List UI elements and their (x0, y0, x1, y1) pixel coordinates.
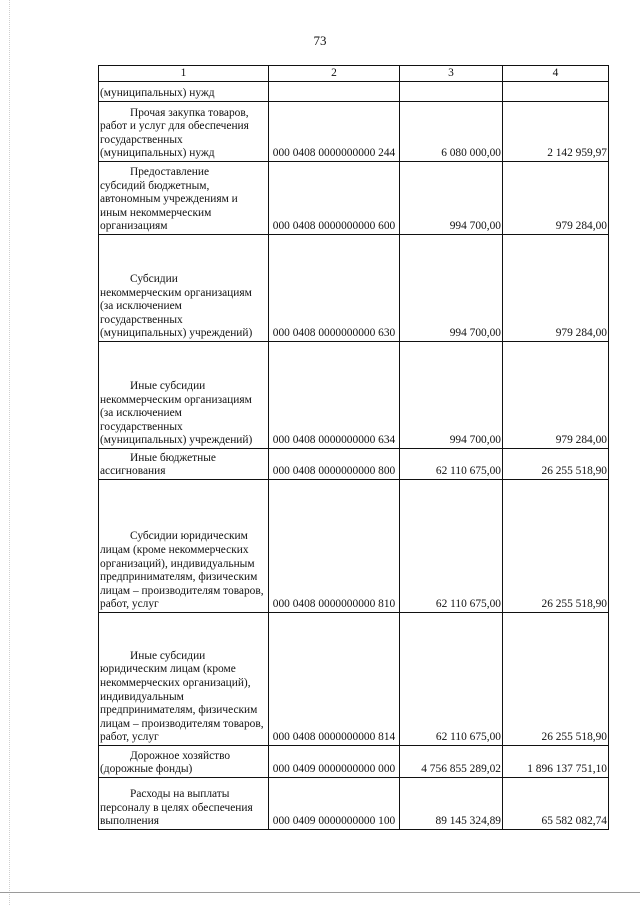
table-row (99, 778, 609, 830)
row-value-col3: 994 700,00 (400, 235, 503, 342)
footer-divider (0, 892, 640, 893)
row-value-col3: 62 110 675,00 (400, 449, 503, 480)
table-header-row (99, 66, 609, 82)
row-value-col4: 26 255 518,90 (503, 480, 609, 613)
row-name-first: Субсидии юридическим (130, 530, 248, 543)
table-row (99, 480, 609, 613)
table-row (99, 613, 609, 746)
row-name-first: Субсидии (130, 273, 178, 286)
row-value-col3: 62 110 675,00 (400, 480, 503, 613)
row-value-col3: 994 700,00 (400, 342, 503, 449)
row-value-col4 (503, 82, 609, 102)
row-value-col4: 979 284,00 (503, 162, 609, 235)
row-value-col3: 994 700,00 (400, 162, 503, 235)
row-name-cell (99, 613, 269, 746)
row-name-first: Иные бюджетные (130, 451, 216, 464)
row-value-col3: 4 756 855 289,02 (400, 746, 503, 778)
row-name-rest: юридическим лицам (кроме некоммерческих организаций), индивидуальным предпринимателям, физическим лицам – производителям товаров, работ, услуг (100, 663, 264, 744)
row-code-cell: 000 0408 0000000000 800 (269, 449, 400, 480)
row-value-col3: 62 110 675,00 (400, 613, 503, 746)
row-name-cell (99, 449, 269, 480)
row-code-cell: 000 0408 0000000000 814 (269, 613, 400, 746)
row-value-col4: 2 142 959,97 (503, 102, 609, 162)
row-code-cell: 000 0409 0000000000 000 (269, 746, 400, 778)
row-name-cell (99, 342, 269, 449)
row-name-cell (99, 480, 269, 613)
row-name-rest: персоналу в целях обеспечения выполнения (100, 801, 253, 828)
row-name-cell (99, 82, 269, 102)
column-header: 3 (400, 66, 503, 82)
row-value-col4: 65 582 082,74 (503, 778, 609, 830)
row-name-first: Предоставление (130, 166, 210, 179)
table-row (99, 342, 609, 449)
row-code-cell: 000 0408 0000000000 810 (269, 480, 400, 613)
row-value-col4: 26 255 518,90 (503, 449, 609, 480)
row-name-cell (99, 778, 269, 830)
row-name-rest: некоммерческим организациям (за исключением государственных (муниципальных) учреждений) (100, 393, 253, 447)
table-row (99, 82, 609, 102)
row-name-cell (99, 746, 269, 778)
row-name-rest: субсидий бюджетным, автономным учреждениям и иным некоммерческим организациям (100, 179, 238, 233)
table-row (99, 746, 609, 778)
row-name-cell (99, 162, 269, 235)
table-row (99, 235, 609, 342)
column-header: 1 (99, 66, 269, 82)
row-code-cell: 000 0408 0000000000 634 (269, 342, 400, 449)
row-name-first: Прочая закупка товаров, (130, 106, 249, 119)
row-name-first: Дорожное хозяйство (130, 749, 231, 762)
row-name-cell (99, 235, 269, 342)
row-value-col4: 1 896 137 751,10 (503, 746, 609, 778)
row-value-col3 (400, 82, 503, 102)
row-value-col4: 979 284,00 (503, 342, 609, 449)
row-value-col4: 979 284,00 (503, 235, 609, 342)
table-row (99, 102, 609, 162)
table-row (99, 449, 609, 480)
row-name-rest: ассигнования (100, 465, 166, 478)
row-name-rest: лицам (кроме некоммерческих организаций), индивидуальным предпринимателям, физическим лицам – производителям товаров, работ, услуг (100, 544, 264, 611)
table-row (99, 162, 609, 235)
scan-margin-mark (9, 0, 11, 905)
column-header: 2 (269, 66, 400, 82)
row-name-cell (99, 102, 269, 162)
page-number: 73 (313, 33, 327, 48)
row-name-rest: некоммерческим организациям (за исключением государственных (муниципальных) учреждений) (100, 286, 253, 340)
column-header: 4 (503, 66, 609, 82)
row-code-cell: 000 0408 0000000000 600 (269, 162, 400, 235)
row-value-col4: 26 255 518,90 (503, 613, 609, 746)
row-name-first: Иные субсидии (130, 380, 206, 393)
row-code-cell: 000 0409 0000000000 100 (269, 778, 400, 830)
row-name-first: Иные субсидии (130, 649, 206, 662)
row-value-col3: 89 145 324,89 (400, 778, 503, 830)
row-name-rest: (дорожные фонды) (100, 763, 193, 776)
row-name-rest: (муниципальных) нужд (100, 87, 215, 100)
row-code-cell (269, 82, 400, 102)
row-code-cell: 000 0408 0000000000 630 (269, 235, 400, 342)
row-name-rest: работ и услуг для обеспечения государственных (муниципальных) нужд (100, 120, 249, 160)
row-code-cell: 000 0408 0000000000 244 (269, 102, 400, 162)
budget-table (98, 65, 609, 830)
row-name-first: Расходы на выплаты (130, 788, 230, 801)
row-value-col3: 6 080 000,00 (400, 102, 503, 162)
